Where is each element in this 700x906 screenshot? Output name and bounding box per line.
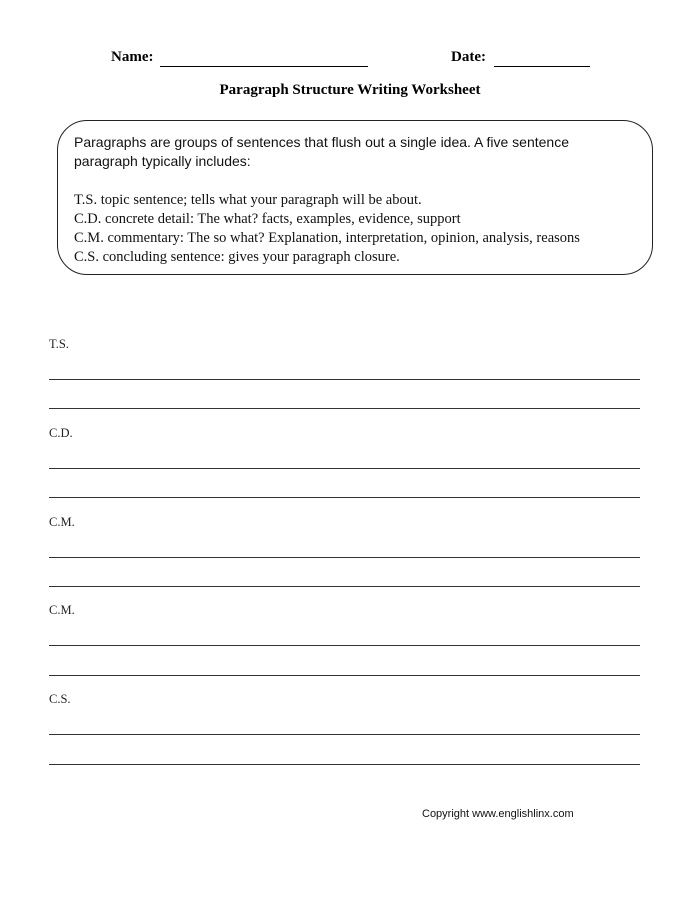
date-field-line[interactable] <box>494 66 590 67</box>
writing-line[interactable] <box>49 586 640 587</box>
instructions-box <box>57 120 653 275</box>
writing-line[interactable] <box>49 497 640 498</box>
writing-line[interactable] <box>49 408 640 409</box>
definition-ts: T.S. topic sentence; tells what your paragraph will be about. <box>74 192 422 208</box>
definitions-list <box>74 191 654 267</box>
section-label-cs: C.S. <box>49 692 71 706</box>
writing-line[interactable] <box>49 675 640 676</box>
section-label-cm-1: C.M. <box>49 515 75 529</box>
section-label-cm-2: C.M. <box>49 603 75 617</box>
definition-cd: C.D. concrete detail: The what? facts, examples, evidence, support <box>74 211 461 227</box>
intro-text: Paragraphs are groups of sentences that flush out a single idea. A five sentence paragraph typically includes: <box>74 134 569 169</box>
header-row <box>0 49 700 71</box>
section-label-ts: T.S. <box>49 337 69 351</box>
writing-line[interactable] <box>49 645 640 646</box>
section-label-cd: C.D. <box>49 426 73 440</box>
writing-line[interactable] <box>49 468 640 469</box>
writing-line[interactable] <box>49 379 640 380</box>
name-label: Name: <box>111 49 154 65</box>
name-field-line[interactable] <box>160 66 368 67</box>
writing-line[interactable] <box>49 734 640 735</box>
copyright-notice: Copyright www.englishlinx.com <box>422 808 574 820</box>
worksheet-title: Paragraph Structure Writing Worksheet <box>219 82 481 98</box>
definition-cm: C.M. commentary: The so what? Explanation, interpretation, opinion, analysis, reasons <box>74 230 580 246</box>
writing-line[interactable] <box>49 557 640 558</box>
writing-line[interactable] <box>49 764 640 765</box>
definition-cs: C.S. concluding sentence: gives your paragraph closure. <box>74 249 400 265</box>
date-label: Date: <box>451 49 486 65</box>
